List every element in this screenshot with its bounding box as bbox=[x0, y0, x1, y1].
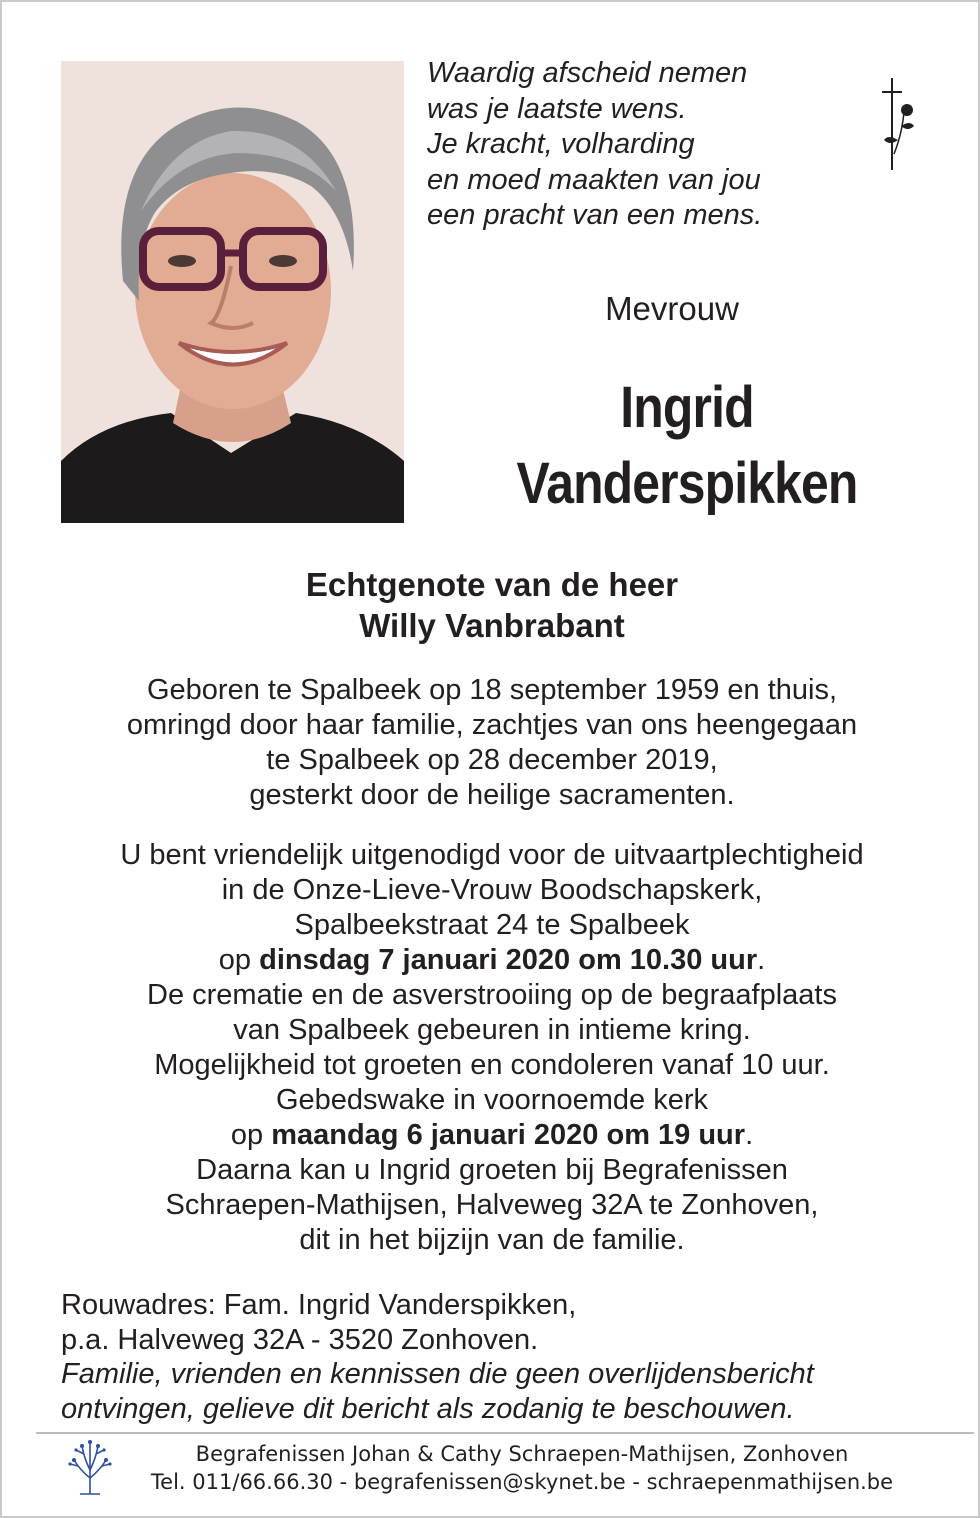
paragraph-line: omringd door haar familie, zachtjes van ons heengegaan bbox=[126, 709, 858, 741]
paragraph-line: Daarna kan u Ingrid groeten bij Begrafenissen bbox=[196, 1154, 788, 1186]
funeral-paragraph bbox=[2, 838, 980, 1258]
mourning-address bbox=[61, 1288, 941, 1426]
paragraph-line: te Spalbeek op 28 december 2019, bbox=[266, 744, 718, 776]
tree-logo-icon bbox=[64, 1438, 116, 1496]
paragraph-line: De crematie en de asverstrooiing op de begraafplaats bbox=[147, 979, 837, 1011]
address-line: Rouwadres: Fam. Ingrid Vanderspikken, bbox=[61, 1289, 577, 1321]
deceased-name bbox=[468, 370, 907, 522]
poem bbox=[427, 56, 847, 234]
wake-date: maandag 6 januari 2020 om 19 uur bbox=[271, 1119, 746, 1151]
prefix: op bbox=[218, 944, 260, 976]
portrait-photo bbox=[61, 61, 404, 523]
paragraph-line: dit in het bijzijn van de familie. bbox=[299, 1224, 685, 1256]
suffix: . bbox=[745, 1119, 754, 1151]
spouse-line: Echtgenote van de heer bbox=[305, 566, 679, 603]
poem-line: Je kracht, volharding bbox=[427, 128, 695, 160]
funeral-date: dinsdag 7 januari 2020 om 10.30 uur bbox=[259, 944, 758, 976]
paragraph-line: U bent vriendelijk uitgenodigd voor de uitvaartplechtigheid bbox=[120, 839, 864, 871]
poem-line: was je laatste wens. bbox=[427, 92, 687, 125]
notice-line: Familie, vrienden en kennissen die geen overlijdensbericht bbox=[61, 1358, 814, 1390]
salutation: Mevrouw bbox=[605, 290, 739, 327]
footer-divider bbox=[36, 1432, 974, 1434]
portrait-illustration bbox=[61, 61, 404, 523]
paragraph-line: Spalbeekstraat 24 te Spalbeek bbox=[294, 909, 690, 941]
prefix: op bbox=[230, 1119, 272, 1151]
cross-with-rose-icon bbox=[874, 74, 924, 174]
last-name: Vanderspikken bbox=[516, 451, 858, 516]
suffix: . bbox=[757, 944, 766, 976]
wake-date-line bbox=[2, 1118, 980, 1153]
paragraph-line: in de Onze-Lieve-Vrouw Boodschapskerk, bbox=[221, 874, 763, 906]
funeral-home-footer bbox=[122, 1440, 922, 1496]
paragraph-line: Gebedswake in voornoemde kerk bbox=[275, 1084, 708, 1116]
paragraph-line: Mogelijkheid tot groeten en condoleren vanaf 10 uur. bbox=[154, 1049, 830, 1081]
paragraph-line: van Spalbeek gebeuren in intieme kring. bbox=[233, 1014, 751, 1046]
address-line: p.a. Halveweg 32A - 3520 Zonhoven. bbox=[61, 1323, 539, 1356]
paragraph-line: Schraepen-Mathijsen, Halveweg 32A te Zonhoven, bbox=[165, 1189, 819, 1221]
spouse-block bbox=[2, 564, 980, 646]
poem-line: en moed maakten van jou bbox=[427, 163, 761, 196]
first-name: Ingrid bbox=[620, 375, 754, 440]
paragraph-line: Geboren te Spalbeek op 18 september 1959 en thuis, bbox=[146, 674, 838, 706]
notice-line: ontvingen, gelieve dit bericht als zodanig te beschouwen. bbox=[61, 1392, 795, 1425]
funeral-date-line bbox=[2, 943, 980, 978]
birth-death-paragraph bbox=[2, 673, 980, 813]
funeral-home-name: Begrafenissen Johan & Cathy Schraepen-Mathijsen, Zonhoven bbox=[195, 1442, 849, 1466]
spouse-name: Willy Vanbrabant bbox=[359, 607, 625, 644]
poem-line: Waardig afscheid nemen bbox=[427, 57, 748, 89]
funeral-home-contact: Tel. 011/66.66.30 - begrafenissen@skynet.be - schraepenmathijsen.be bbox=[150, 1470, 894, 1494]
paragraph-line: gesterkt door de heilige sacramenten. bbox=[249, 779, 735, 811]
poem-line: een pracht van een mens. bbox=[427, 199, 763, 231]
